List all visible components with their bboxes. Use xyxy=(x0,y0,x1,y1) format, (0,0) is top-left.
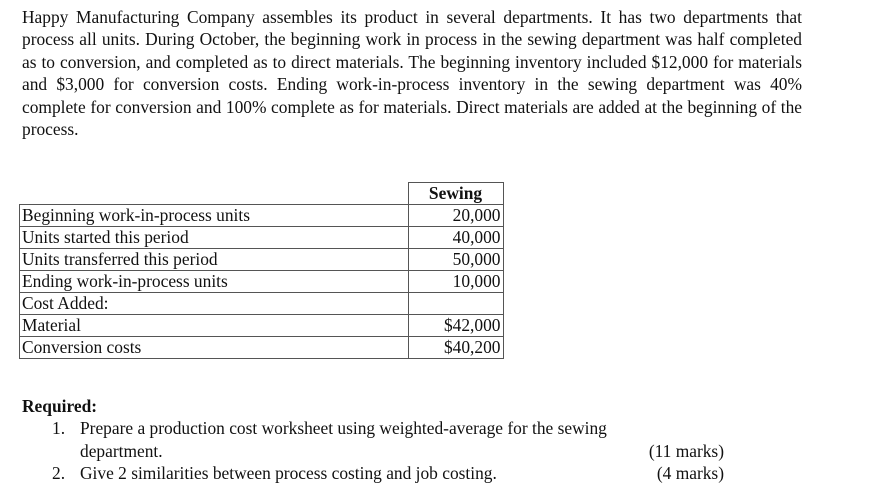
item-marks: (11 marks) xyxy=(648,440,724,461)
row-label: Beginning work-in-process units xyxy=(20,205,409,227)
required-heading: Required: xyxy=(22,396,98,416)
item-number: 1. xyxy=(52,418,66,439)
item-number: 2. xyxy=(52,463,66,484)
row-label: Cost Added: xyxy=(20,293,409,315)
row-label: Units transferred this period xyxy=(20,249,409,271)
table-row xyxy=(20,227,504,249)
item-marks: (4 marks) xyxy=(656,463,724,484)
column-header-sewing: Sewing xyxy=(408,183,503,205)
table-row xyxy=(20,249,504,271)
table-row xyxy=(20,205,504,227)
table-row xyxy=(20,293,504,315)
table-row xyxy=(20,271,504,293)
item-text-line2-text: department. xyxy=(80,440,163,461)
row-value: 20,000 xyxy=(408,205,503,227)
item-text-line2 xyxy=(80,440,742,462)
row-value: 40,000 xyxy=(408,227,503,249)
item-text-line1: Give 2 similarities between process costing and job costing. xyxy=(80,463,497,484)
table-row xyxy=(20,337,504,359)
sewing-data-table xyxy=(19,182,504,359)
row-label: Units started this period xyxy=(20,227,409,249)
table-header-row xyxy=(20,183,504,205)
required-item xyxy=(22,462,742,484)
row-label: Material xyxy=(20,315,409,337)
table-header-blank xyxy=(20,183,409,205)
row-value: 10,000 xyxy=(408,271,503,293)
row-value: $40,200 xyxy=(408,337,503,359)
required-item xyxy=(22,417,742,462)
row-label: Conversion costs xyxy=(20,337,409,359)
row-value: 50,000 xyxy=(408,249,503,271)
item-text-line1: Prepare a production cost worksheet using weighted-average for the sewing xyxy=(80,418,607,439)
required-section xyxy=(22,395,742,485)
row-value: $42,000 xyxy=(408,315,503,337)
table-row xyxy=(20,315,504,337)
row-label: Ending work-in-process units xyxy=(20,271,409,293)
problem-paragraph: Happy Manufacturing Company assembles its product in several departments. It has two departments that process all units. During October, the beginning work in process in the sewing department was half completed as to conversion, and completed as to direct materials. The beginning inventory included $12,000 for materials and $3,000 for conversion costs. Ending work-in-process inventory in the sewing department was 40% complete for conversion and 100% complete as for materials. Direct materials are added at the beginning of the process. xyxy=(22,7,802,140)
row-value xyxy=(408,293,503,315)
